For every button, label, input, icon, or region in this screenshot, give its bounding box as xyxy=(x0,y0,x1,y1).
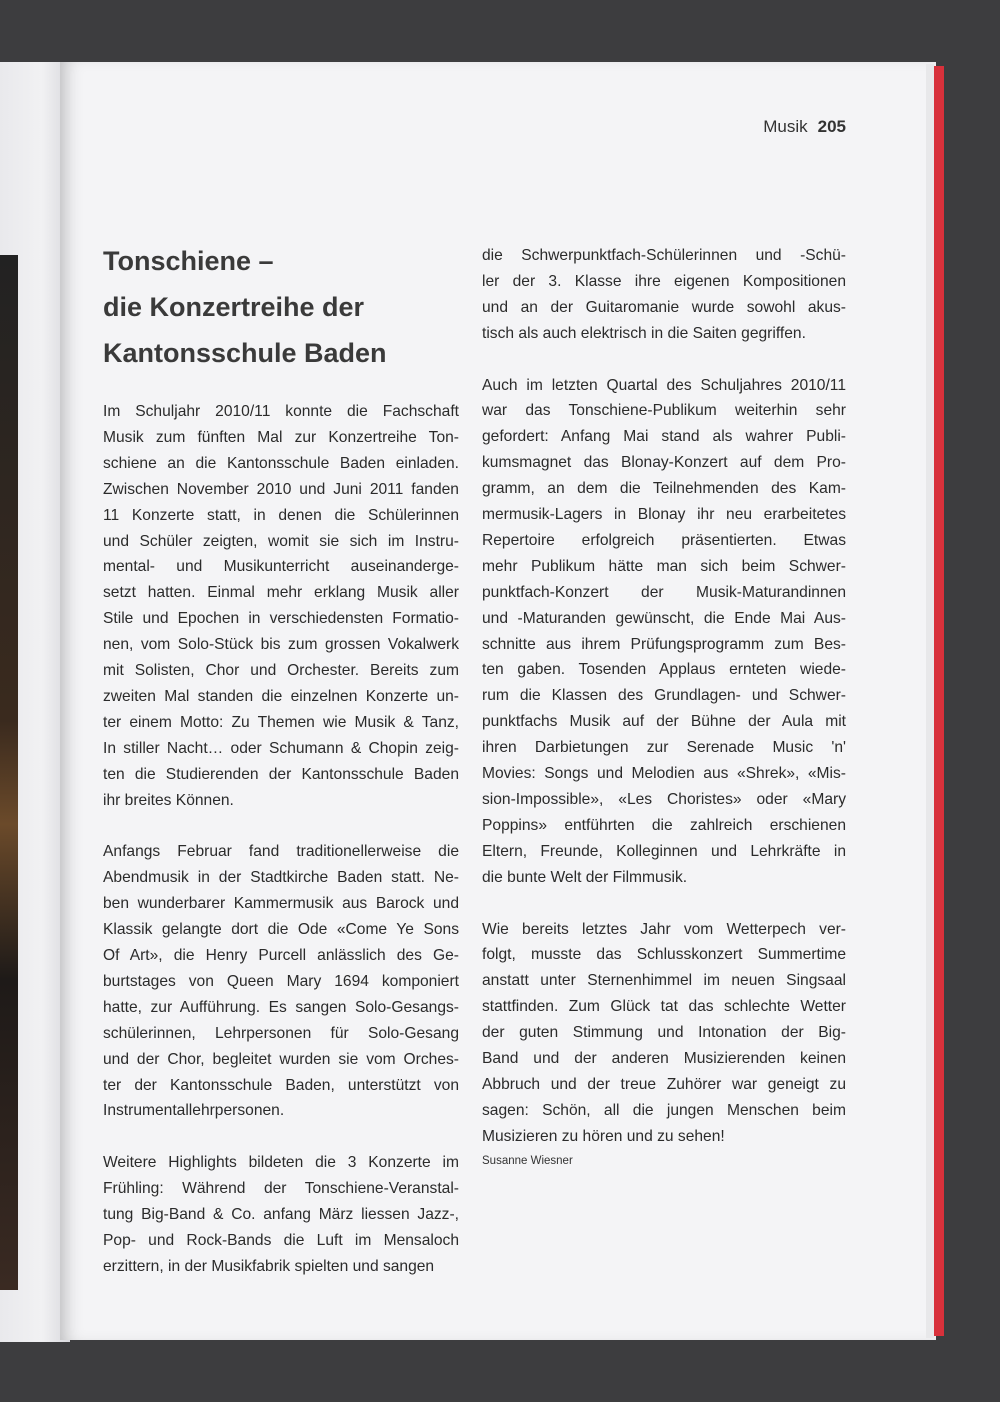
text-line: war das Tonschiene-Publikum weiterhin sehr xyxy=(482,402,846,420)
red-book-edge xyxy=(934,66,944,1336)
paragraph xyxy=(103,399,459,814)
text-line: Stile und Epochen in verschiedensten Formatio- xyxy=(103,610,459,628)
text-line: Movies: Songs und Melodien aus «Shrek», «Mis- xyxy=(482,765,846,783)
text-line: der guten Stimmung und Intonation der Big- xyxy=(482,1024,846,1042)
text-line: hatte, zur Aufführung. Es sangen Solo-Gesangs- xyxy=(103,998,459,1016)
text-line: Repertoire erfolgreich präsentierten. Etwas xyxy=(482,531,846,549)
text-line: Im Schuljahr 2010/11 konnte die Fachschaft xyxy=(103,403,459,420)
text-line: Auch im letzten Quartal des Schuljahres 2010/11 xyxy=(482,376,846,394)
text-line: folgt, musste das Schlusskonzert Summertime xyxy=(482,946,846,964)
text-line: rum die Klassen des Grundlagen- und Schwer- xyxy=(482,687,846,705)
paragraph xyxy=(482,243,846,347)
text-line: In stiller Nacht… oder Schumann & Chopin zeig- xyxy=(103,739,459,757)
text-line: Zwischen November 2010 und Juni 2011 fanden xyxy=(103,480,459,498)
text-line: zweiten Mal standen die einzelnen Konzerte un- xyxy=(103,687,459,705)
text-line: Pop- und Rock-Bands die Luft im Mensaloch xyxy=(103,1231,459,1249)
left-page-photo xyxy=(0,255,18,1290)
text-line: mehr Publikum hätte man sich beim Schwer- xyxy=(482,557,846,575)
text-line: die Schwerpunktfach-Schülerinnen und -Schü- xyxy=(482,247,846,264)
text-line: gefordert: Anfang Mai stand als wahrer Publi- xyxy=(482,428,846,446)
text-line: Band und der anderen Musizierenden keinen xyxy=(482,1050,846,1068)
text-line: burtstages von Queen Mary 1694 komponiert xyxy=(103,972,459,990)
page-stack-edge xyxy=(926,64,934,1338)
text-line: sion-Impossible», «Les Choristes» oder «Mary xyxy=(482,791,846,809)
text-line: Wie bereits letztes Jahr vom Wetterpech ver- xyxy=(482,920,846,938)
text-line: tung Big-Band & Co. anfang März liessen Jazz-, xyxy=(103,1206,459,1224)
author-signature: Susanne Wiesner xyxy=(482,1154,573,1167)
text-line: Musik zum fünften Mal zur Konzertreihe Ton- xyxy=(103,428,459,446)
text-line: schülerinnen, Lehrpersonen für Solo-Gesang xyxy=(103,1024,459,1042)
text-line: Anfangs Februar fand traditionellerweise die xyxy=(103,843,459,861)
title-line: die Konzertreihe der xyxy=(103,292,365,322)
text-line: ten gaben. Tosenden Applaus ernteten wiede- xyxy=(482,661,846,679)
text-line: Instrumentallehrpersonen. xyxy=(103,1102,285,1120)
text-line: Abendmusik in der Stadtkirche Baden statt. Ne- xyxy=(103,869,459,887)
paragraph xyxy=(103,1150,459,1280)
text-line: ter der Kantonsschule Baden, unterstützt von xyxy=(103,1076,459,1094)
right-text-column xyxy=(482,243,846,1172)
text-line: punktfach-Konzert der Musik-Maturandinnen xyxy=(482,583,846,601)
text-line: ler der 3. Klasse ihre eigenen Kompositionen xyxy=(482,272,846,290)
text-line: und der Chor, begleitet wurden sie vom Orches- xyxy=(103,1050,459,1068)
page-number: 205 xyxy=(817,117,846,136)
text-line: ter einem Motto: Zu Themen wie Musik & Tanz, xyxy=(103,713,459,731)
text-line: anstatt unter Sternenhimmel im neuen Singsaal xyxy=(482,972,846,990)
text-line: mermusik-Lagers in Blonay ihr neu erarbeitetes xyxy=(482,506,846,524)
text-line: kumsmagnet das Blonay-Konzert auf dem Pro- xyxy=(482,454,846,472)
text-line: mit Solisten, Chor und Orchester. Bereits zum xyxy=(103,662,459,680)
text-line: Musizieren zu hören und zu sehen! xyxy=(482,1127,725,1145)
text-line: punktfachs Musik auf der Bühne der Aula mit xyxy=(482,713,846,731)
text-line: ihren Darbietungen zur Serenade Music 'n' xyxy=(482,739,846,757)
text-line: Frühling: Während der Tonschiene-Veranstal- xyxy=(103,1180,459,1198)
text-line: und -Maturanden gewünscht, die Ende Mai Aus- xyxy=(482,609,846,627)
text-line: schnitte aus ihrem Prüfungsprogramm zum Bes- xyxy=(482,635,846,653)
text-line: tisch als auch elektrisch in die Saiten gegriffen. xyxy=(482,324,806,342)
paragraph xyxy=(103,839,459,1124)
left-text-column xyxy=(103,399,459,1306)
paragraph xyxy=(482,917,846,1150)
running-header xyxy=(763,117,846,137)
text-line: die bunte Welt der Filmmusik. xyxy=(482,868,688,886)
text-line: setzt hatten. Einmal mehr erklang Musik aller xyxy=(103,584,459,602)
title-line: Kantonsschule Baden xyxy=(103,338,387,368)
text-line: Poppins» entführten die zahlreich erschienen xyxy=(482,816,846,834)
text-line: gramm, an dem die Teilnehmenden des Kam- xyxy=(482,480,846,498)
text-line: mental- und Musikunterricht auseinanderge- xyxy=(103,558,459,576)
text-line: und an der Guitaromanie wurde sowohl akus- xyxy=(482,298,846,316)
paragraph xyxy=(482,373,846,891)
text-line: Weitere Highlights bildeten die 3 Konzerte im xyxy=(103,1154,459,1172)
text-line: Abbruch und der treue Zuhörer war geneigt zu xyxy=(482,1075,846,1093)
text-line: und Schüler zeigten, womit sie sich im Instru- xyxy=(103,532,459,550)
title-line: Tonschiene – xyxy=(103,246,274,276)
text-line: erzittern, in der Musikfabrik spielten und sangen xyxy=(103,1257,435,1275)
text-line: Eltern, Freunde, Kolleginnen und Lehrkräfte in xyxy=(482,842,846,860)
text-line: schiene an die Kantonsschule Baden einladen. xyxy=(103,454,459,472)
text-line: ihr breites Können. xyxy=(103,791,234,809)
article-title xyxy=(103,238,387,376)
text-line: nen, vom Solo-Stück bis zum grossen Vokalwerk xyxy=(103,636,459,654)
text-line: ten die Studierenden der Kantonsschule Baden xyxy=(103,765,459,783)
text-line: sagen: Schön, all die jungen Menschen beim xyxy=(482,1101,846,1119)
section-name: Musik xyxy=(763,117,808,136)
text-line: 11 Konzerte statt, in denen die Schülerinnen xyxy=(103,506,459,524)
text-line: ben wunderbarer Kammermusik aus Barock und xyxy=(103,895,459,913)
text-line: stattfinden. Zum Glück tat das schlechte Wetter xyxy=(482,998,846,1016)
text-line: Klassik gelangte dort die Ode «Come Ye Sons xyxy=(103,921,459,939)
text-line: Of Art», die Henry Purcell anlässlich des Ge- xyxy=(103,947,459,965)
